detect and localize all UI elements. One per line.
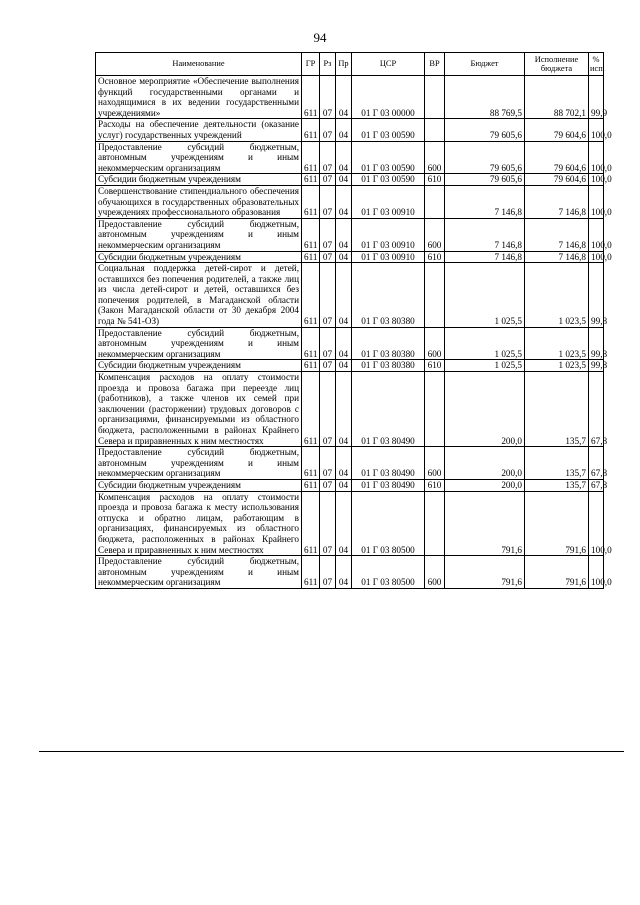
cell-name: Компенсация расходов на оплату стоимости проезда и провоза багажа к месту использования отпуска и обратно лицам, работающим в организациях, финансируемых из областного бюджета, расположенных в районах Крайнего Севера и приравненных к ним местностях [96, 491, 302, 556]
cell-name: Совершенствование стипендиального обеспечения обучающихся в государственных образовательных учреждениях профессионального образования [96, 185, 302, 218]
cell-execution: 135,7 [525, 372, 589, 447]
cell-csr: 01 Г 03 80380 [352, 263, 425, 328]
cell-csr: 01 Г 03 80380 [352, 327, 425, 360]
cell-pr: 04 [336, 360, 352, 372]
cell-pr: 04 [336, 556, 352, 589]
cell-percent: 99,8 [589, 263, 604, 328]
cell-vr [425, 76, 445, 119]
cell-vr: 610 [425, 360, 445, 372]
table-row [96, 372, 604, 447]
cell-rz: 07 [320, 218, 336, 251]
cell-execution: 7 146,8 [525, 218, 589, 251]
cell-vr: 600 [425, 218, 445, 251]
cell-csr: 01 Г 03 00910 [352, 251, 425, 263]
bottom-divider [39, 751, 624, 752]
cell-gr: 611 [302, 372, 320, 447]
cell-percent: 99,8 [589, 360, 604, 372]
cell-budget: 791,6 [445, 556, 525, 589]
header-vr: ВР [425, 53, 445, 76]
cell-rz: 07 [320, 185, 336, 218]
cell-budget: 1 025,5 [445, 360, 525, 372]
cell-pr: 04 [336, 218, 352, 251]
table-row [96, 327, 604, 360]
cell-budget: 791,6 [445, 491, 525, 556]
cell-name: Субсидии бюджетным учреждениям [96, 479, 302, 491]
cell-execution: 135,7 [525, 447, 589, 480]
cell-rz: 07 [320, 119, 336, 141]
cell-budget: 7 146,8 [445, 218, 525, 251]
cell-execution: 7 146,8 [525, 185, 589, 218]
cell-rz: 07 [320, 447, 336, 480]
cell-name: Социальная поддержка детей-сирот и детей, оставшихся без попечения родителей, а также лиц из числа детей-сирот и детей, оставшихся без попечения родителей, в Магаданской области (Закон Магаданской области от 30 декабря 2004 года № 541-ОЗ) [96, 263, 302, 328]
cell-budget: 7 146,8 [445, 185, 525, 218]
cell-name: Компенсация расходов на оплату стоимости проезда и провоза багажа при переезде лиц (работников), а также членов их семей при заключении (расторжении) трудовых договоров с организациями, финансируемыми из областного бюджета, расположенными в районах Крайнего Севера и приравненных к ним местностях [96, 372, 302, 447]
cell-vr [425, 119, 445, 141]
cell-percent: 100,0 [589, 491, 604, 556]
cell-name: Предоставление субсидий бюджетным, автономным учреждениям и иным некоммерческим организациям [96, 447, 302, 480]
cell-budget: 7 146,8 [445, 251, 525, 263]
cell-budget: 1 025,5 [445, 263, 525, 328]
cell-pr: 04 [336, 372, 352, 447]
cell-gr: 611 [302, 447, 320, 480]
cell-pr: 04 [336, 76, 352, 119]
cell-rz: 07 [320, 251, 336, 263]
table-row [96, 119, 604, 141]
cell-budget: 200,0 [445, 479, 525, 491]
cell-pr: 04 [336, 479, 352, 491]
cell-percent: 67,8 [589, 372, 604, 447]
table-row [96, 218, 604, 251]
cell-name: Расходы на обеспечение деятельности (оказание услуг) государственных учреждений [96, 119, 302, 141]
cell-execution: 88 702,1 [525, 76, 589, 119]
cell-rz: 07 [320, 556, 336, 589]
cell-vr [425, 185, 445, 218]
cell-csr: 01 Г 03 80490 [352, 479, 425, 491]
table-row [96, 141, 604, 174]
cell-vr: 610 [425, 479, 445, 491]
header-csr: ЦСР [352, 53, 425, 76]
cell-csr: 01 Г 03 00590 [352, 174, 425, 186]
cell-gr: 611 [302, 263, 320, 328]
cell-execution: 1 023,5 [525, 327, 589, 360]
cell-budget: 79 605,6 [445, 141, 525, 174]
cell-rz: 07 [320, 263, 336, 328]
budget-execution-table [95, 52, 612, 589]
cell-rz: 07 [320, 479, 336, 491]
cell-gr: 611 [302, 327, 320, 360]
cell-gr: 611 [302, 185, 320, 218]
page-number: 94 [313, 30, 327, 45]
header-budget: Бюджет [445, 53, 525, 76]
cell-vr: 610 [425, 174, 445, 186]
table-row [96, 491, 604, 556]
cell-rz: 07 [320, 76, 336, 119]
cell-name: Предоставление субсидий бюджетным, автономным учреждениям и иным некоммерческим организациям [96, 141, 302, 174]
header-rz: Рз [320, 53, 336, 76]
table-row [96, 185, 604, 218]
cell-csr: 01 Г 03 00590 [352, 141, 425, 174]
cell-csr: 01 Г 03 00910 [352, 185, 425, 218]
cell-gr: 611 [302, 556, 320, 589]
cell-name: Предоставление субсидий бюджетным, автономным учреждениям и иным некоммерческим организациям [96, 218, 302, 251]
cell-vr [425, 263, 445, 328]
cell-gr: 611 [302, 360, 320, 372]
table-row [96, 263, 604, 328]
cell-budget: 200,0 [445, 447, 525, 480]
cell-gr: 611 [302, 218, 320, 251]
cell-budget: 79 605,6 [445, 119, 525, 141]
cell-name: Субсидии бюджетным учреждениям [96, 360, 302, 372]
cell-vr [425, 491, 445, 556]
header-pr: Пр [336, 53, 352, 76]
table-row [96, 360, 604, 372]
cell-percent: 100,0 [589, 185, 604, 218]
cell-percent: 100,0 [589, 251, 604, 263]
table-body [96, 76, 612, 589]
cell-percent: 100,0 [589, 174, 604, 186]
cell-execution: 1 023,5 [525, 360, 589, 372]
cell-execution: 1 023,5 [525, 263, 589, 328]
cell-vr: 600 [425, 556, 445, 589]
cell-budget: 1 025,5 [445, 327, 525, 360]
cell-gr: 611 [302, 141, 320, 174]
cell-csr: 01 Г 03 00590 [352, 119, 425, 141]
table-row [96, 251, 604, 263]
cell-gr: 611 [302, 491, 320, 556]
table-row [96, 174, 604, 186]
cell-csr: 01 Г 03 80380 [352, 360, 425, 372]
cell-execution: 79 604,6 [525, 174, 589, 186]
cell-rz: 07 [320, 174, 336, 186]
cell-vr: 600 [425, 447, 445, 480]
cell-name: Субсидии бюджетным учреждениям [96, 251, 302, 263]
cell-name: Предоставление субсидий бюджетным, автономным учреждениям и иным некоммерческим организациям [96, 327, 302, 360]
cell-gr: 611 [302, 119, 320, 141]
cell-budget: 79 605,6 [445, 174, 525, 186]
table-row [96, 447, 604, 480]
cell-vr: 600 [425, 327, 445, 360]
cell-rz: 07 [320, 360, 336, 372]
cell-pr: 04 [336, 251, 352, 263]
cell-rz: 07 [320, 491, 336, 556]
cell-csr: 01 Г 03 80490 [352, 447, 425, 480]
cell-percent: 100,0 [589, 119, 604, 141]
cell-gr: 611 [302, 174, 320, 186]
table-row [96, 479, 604, 491]
cell-rz: 07 [320, 327, 336, 360]
cell-gr: 611 [302, 76, 320, 119]
cell-execution: 7 146,8 [525, 251, 589, 263]
cell-pr: 04 [336, 141, 352, 174]
cell-percent: 100,0 [589, 218, 604, 251]
cell-execution: 79 604,6 [525, 141, 589, 174]
cell-percent: 100,0 [589, 141, 604, 174]
cell-budget: 200,0 [445, 372, 525, 447]
cell-execution: 791,6 [525, 491, 589, 556]
cell-pr: 04 [336, 263, 352, 328]
table-row [96, 556, 604, 589]
cell-percent: 67,8 [589, 447, 604, 480]
cell-execution: 135,7 [525, 479, 589, 491]
cell-rz: 07 [320, 141, 336, 174]
header-gr: ГР [302, 53, 320, 76]
cell-pr: 04 [336, 491, 352, 556]
cell-gr: 611 [302, 479, 320, 491]
cell-name: Субсидии бюджетным учреждениям [96, 174, 302, 186]
cell-percent: 99,8 [589, 327, 604, 360]
cell-csr: 01 Г 03 80500 [352, 556, 425, 589]
cell-gr: 611 [302, 251, 320, 263]
cell-csr: 01 Г 03 00910 [352, 218, 425, 251]
cell-rz: 07 [320, 372, 336, 447]
cell-vr [425, 372, 445, 447]
cell-percent: 99,9 [589, 76, 604, 119]
cell-pr: 04 [336, 447, 352, 480]
header-name: Наименование [96, 53, 302, 76]
cell-name: Основное мероприятие «Обеспечение выполнения функций государственными органами и находящимися в их ведении государственными учреждениями» [96, 76, 302, 119]
header-percent: % исп. [589, 53, 604, 76]
cell-execution: 791,6 [525, 556, 589, 589]
header-execution: Исполнение бюджета [525, 53, 589, 76]
cell-pr: 04 [336, 327, 352, 360]
cell-execution: 79 604,6 [525, 119, 589, 141]
cell-name: Предоставление субсидий бюджетным, автономным учреждениям и иным некоммерческим организациям [96, 556, 302, 589]
table-header [96, 53, 604, 76]
cell-csr: 01 Г 03 80490 [352, 372, 425, 447]
cell-pr: 04 [336, 174, 352, 186]
cell-pr: 04 [336, 185, 352, 218]
cell-percent: 100,0 [589, 556, 604, 589]
cell-percent: 67,8 [589, 479, 604, 491]
cell-csr: 01 Г 03 80500 [352, 491, 425, 556]
table-row [96, 76, 604, 119]
cell-csr: 01 Г 03 00000 [352, 76, 425, 119]
cell-pr: 04 [336, 119, 352, 141]
cell-vr: 600 [425, 141, 445, 174]
cell-vr: 610 [425, 251, 445, 263]
cell-budget: 88 769,5 [445, 76, 525, 119]
